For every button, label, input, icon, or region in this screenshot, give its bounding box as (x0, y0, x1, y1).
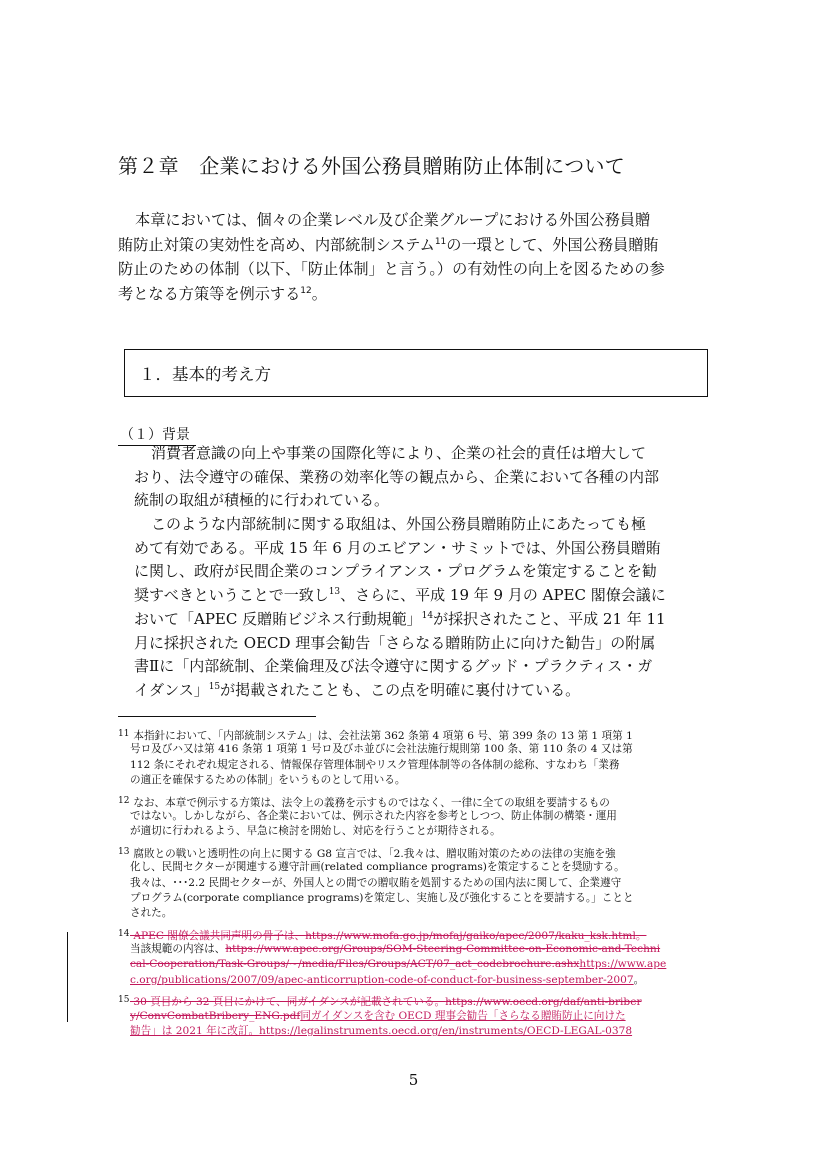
revision-change-bar (67, 932, 68, 1022)
deleted-text: 。 (635, 929, 647, 942)
footnote-line: 我々は、･･･2.2 民間セクターが、外国人との間での贈収賄を処罰するための国内法に関して、企業遵守 (130, 876, 622, 889)
deleted-text: APEC 閣僚会議共同声明の骨子は、 (130, 929, 306, 942)
body-text-run: 書Ⅱに「内部統制、企業倫理及び法令遵守に関するグッド・プラクティス・ガ (134, 657, 653, 676)
body-text-run: おり、法令遵守の確保、業務の効率化等の観点から、企業において各種の内部 (134, 467, 660, 486)
footnote-line (118, 1024, 713, 1039)
body-line (134, 560, 712, 584)
intro-line (118, 233, 713, 258)
body-text-run: めて有効である。平成 15 年 6 月のエビアン・サミットでは、外国公務員贈賄 (134, 538, 661, 557)
chapter-title: 第２章 企業における外国公務員贈賄防止体制について (118, 154, 626, 178)
footnote-line: の適正を確保するための体制」をいうものとして用いる。 (130, 774, 406, 787)
body-line (134, 608, 712, 632)
intro-text: 賄防止対策の実効性を高め、内部統制システム (118, 235, 435, 254)
footnote-ref[interactable]: 12 (300, 285, 312, 296)
body-line (134, 655, 712, 679)
footnote-line (118, 794, 713, 809)
intro-text: 本章においては、個々の企業レベル及び企業グループにおける外国公務員贈 (135, 211, 651, 229)
footnote-13 (118, 845, 713, 922)
body-text (134, 442, 712, 703)
footnote-15 (118, 993, 713, 1039)
footnote-line (118, 942, 713, 957)
footnote-line (118, 993, 713, 1008)
intro-line (118, 208, 713, 233)
body-text-run: に関し、政府が民間企業のコンプライアンス・プログラムを策定することを勧 (134, 562, 657, 581)
intro-line (118, 257, 713, 282)
footnote-line (118, 973, 713, 988)
body-line (134, 537, 712, 561)
intro-text: 考となる方策等を例示する (118, 284, 301, 303)
deleted-link[interactable]: y/ConvCombatBribery_ENG.pdf (130, 1009, 301, 1022)
body-text-run: が掲載されたことも、この点を明確に裏付けている。 (220, 680, 581, 699)
page-number: 5 (408, 1071, 419, 1089)
footnote-line: ではない。しかしながら、各企業においては、例示された内容を参考としつつ、防止体制の構築・運用 (130, 809, 617, 822)
intro-text: 。 (311, 284, 327, 303)
intro-text: の一環として、外国公務員贈賄 (446, 235, 659, 254)
body-text-run: おいて「APEC 反贈賄ビジネス行動規範」 (134, 609, 422, 628)
section-heading-box (124, 349, 708, 397)
body-text-run: 月に採択された OECD 理事会勧告「さらなる贈賄防止に向けた勧告」の附属 (134, 633, 656, 652)
footnote-number: 13 (118, 846, 130, 857)
body-text-run: 奨すべきということで一致し (134, 586, 329, 605)
intro-text: 防止のための体制（以下、「防止体制」と言う。）の有効性の向上を図るための参 (118, 260, 665, 278)
deleted-link[interactable]: https://www.mofa.go.jp/mofaj/gaiko/apec/2007/kaku_ksk.html (305, 929, 636, 942)
footnote-line: プログラム(corporate compliance programs)を策定し、実施し及び強化することを要請する。」ことと (130, 891, 634, 904)
footnote-ref[interactable]: 14 (421, 610, 434, 621)
deleted-link[interactable]: https://www.oecd.org/daf/anti-briber (445, 996, 642, 1009)
body-line (134, 513, 712, 537)
footnote-number: 15 (118, 995, 130, 1006)
footnote-11 (118, 727, 713, 789)
footnote-line (118, 727, 713, 742)
footnote-text: 当該規範の内容は、 (130, 943, 226, 956)
body-line (134, 466, 712, 490)
body-text-run: イダンス」 (134, 680, 209, 699)
footnote-text: 本指針において、「内部統制システム」は、会社法第 362 条第 4 項第 6 号、第 399 条の 13 第 1 項第 1 (133, 730, 633, 742)
footnote-line (118, 845, 713, 860)
section-title: １．基本的考え方 (139, 365, 271, 384)
body-text-run: 消費者意識の向上や事業の国際化等により、企業の社会的責任は増大して (151, 444, 647, 462)
footnote-text: 。 (633, 973, 645, 986)
footnote-ref[interactable]: 15 (208, 681, 221, 692)
body-line (134, 489, 712, 513)
body-text-run: このような内部統制に関する取組は、外国公務員贈賄防止にあたっても極 (151, 515, 647, 534)
footnote-line: 112 条にそれぞれ規定される、情報保存管理体制やリスク管理体制等の各体制の総称、すなわち「業務 (130, 758, 620, 771)
inserted-link[interactable]: c.org/publications/2007/09/apec-anticorruption-code-of-conduct-for-business-september-2007 (130, 973, 634, 986)
deleted-link[interactable]: cal-Cooperation/Task-Groups/~/media/Files/Groups/ACT/07_act_codebrochure.ashx (130, 958, 580, 971)
subsection-title: （１）背景 (118, 424, 196, 446)
footnote-ref[interactable]: 11 (434, 236, 447, 247)
intro-paragraph (118, 208, 713, 306)
inserted-text: 勧告」は 2021 年に改訂。 (130, 1025, 260, 1038)
intro-line (118, 282, 713, 307)
footnote-ref[interactable]: 13 (328, 587, 341, 598)
deleted-text: 30 頁目から 32 頁目にかけて、同ガイダンスが記載されている。 (130, 996, 446, 1009)
footnote-line (118, 1009, 713, 1024)
footnote-number: 11 (118, 729, 130, 739)
footnote-number: 14 (118, 928, 130, 939)
inserted-text: 同ガイダンスを含む OECD 理事会勧告「さらなる贈賄防止に向けた (300, 1009, 626, 1022)
body-text-run: 、さらに、平成 19 年 9 月の APEC 閣僚会議に (340, 586, 666, 605)
footnotes (118, 727, 713, 1044)
footnote-number: 12 (118, 795, 130, 806)
footnote-line: 号ロ及びハ又は第 416 条第 1 項第 1 号ロ及びホ並びに会社法施行規則第 100 条、第 110 条の 4 又は第 (130, 743, 633, 756)
deleted-link[interactable]: https://www.apec.org/Groups/SOM-Steering-Committee-on-Economic-and-Techni (225, 943, 661, 956)
footnote-line: 化し、民間セクターが関連する遵守計画(related compliance programs)を策定することを奨励する。 (130, 861, 625, 874)
footnote-line (118, 957, 713, 972)
body-text-run: が採択されたこと、平成 21 年 11 (433, 609, 666, 628)
footnote-text: なお、本章で例示する方策は、法令上の義務を示すものではなく、一律に全ての取組を要請するもの (133, 796, 610, 809)
footnote-12 (118, 794, 713, 840)
footnote-line: が適切に行われるよう、早急に検討を開始し、対応を行うことが期待される。 (130, 825, 501, 838)
body-line (134, 584, 712, 608)
footnote-text: 腐敗との戦いと透明性の向上に関する G8 宣言では、「2.我々は、贈収賄対策のための法律の実施を強 (133, 847, 616, 860)
footnote-separator (118, 716, 316, 717)
body-line (134, 679, 712, 703)
inserted-link[interactable]: https://www.ape (579, 958, 667, 971)
footnote-line: された。 (130, 907, 173, 920)
body-line (134, 632, 712, 656)
footnote-line (118, 927, 713, 942)
body-text-run: 統制の取組が積極的に行われている。 (134, 491, 390, 510)
inserted-link[interactable]: https://legalinstruments.oecd.org/en/instruments/OECD-LEGAL-0378 (259, 1025, 633, 1038)
footnote-14 (118, 927, 713, 989)
body-line (134, 442, 712, 466)
